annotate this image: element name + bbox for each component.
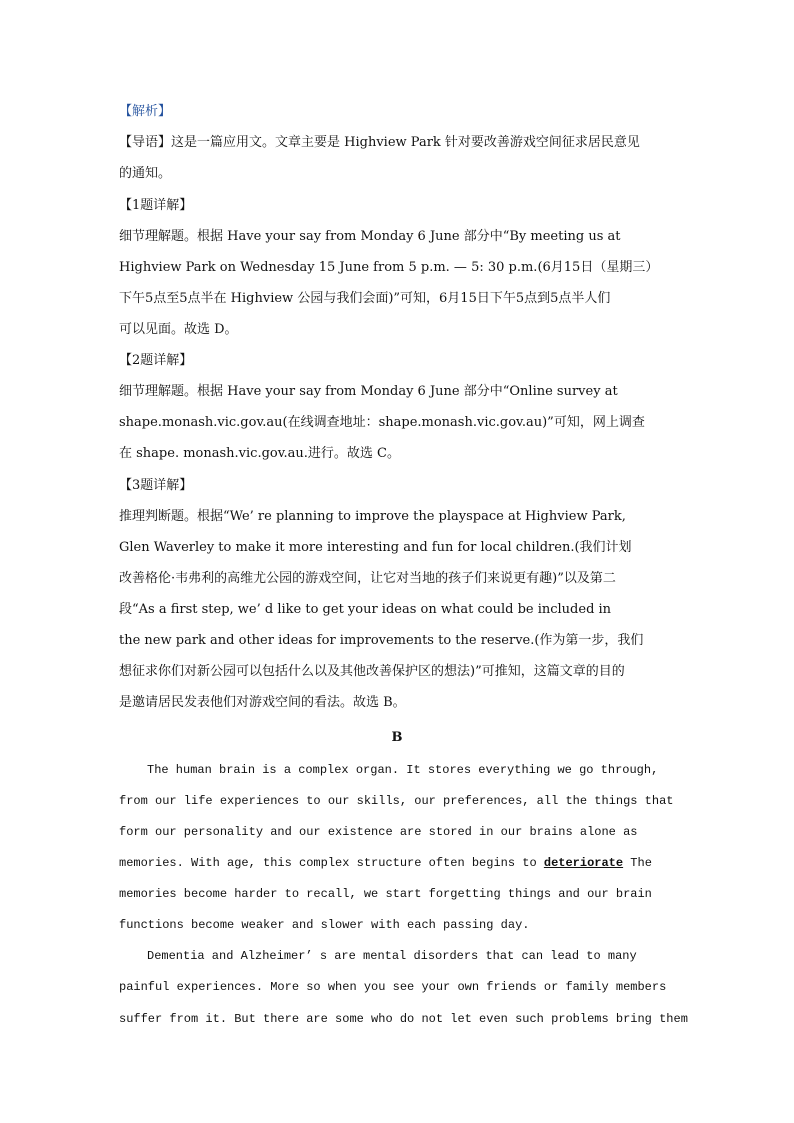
passage-p2-line-1: Dementia and Alzheimer’ s are mental disorders that can lead to many bbox=[147, 949, 637, 963]
q3-line-2: Glen Waverley to make it more interesting and fun for local children.(我们计划 bbox=[119, 540, 632, 555]
passage-p1-line-4 bbox=[119, 853, 652, 873]
q1-heading: 【1题详解】 bbox=[119, 198, 193, 213]
passage-p1-line-2: from our life experiences to our skills, our preferences, all the things that bbox=[119, 794, 674, 808]
analysis-heading: 【解析】 bbox=[119, 104, 172, 119]
q2-line-2: shape.monash.vic.gov.au(在线调查地址：shape.monash.vic.gov.au)”可知，网上调查 bbox=[119, 415, 645, 430]
intro-line-2: 的通知。 bbox=[119, 166, 172, 181]
section-b-title: B bbox=[391, 730, 403, 745]
q3-line-1: 推理判断题。根据“We’ re planning to improve the playspace at Highview Park, bbox=[119, 509, 626, 524]
q3-line-3: 改善格伦·韦弗利的高维尤公园的游戏空间，让它对当地的孩子们来说更有趣)”以及第二 bbox=[119, 571, 616, 586]
underlined-word-deteriorate: deteriorate bbox=[543, 856, 624, 870]
passage-p1-line-6: functions become weaker and slower with each passing day. bbox=[119, 918, 530, 932]
q2-heading: 【2题详解】 bbox=[119, 353, 193, 368]
q3-line-6: 想征求你们对新公园可以包括什么以及其他改善保护区的想法)”可推知，这篇文章的目的 bbox=[119, 664, 625, 679]
q1-line-4: 可以见面。故选 D。 bbox=[119, 322, 238, 337]
q3-line-4: 段“As a first step, we’ d like to get your ideas on what could be included in bbox=[119, 602, 612, 617]
q2-line-3: 在 shape. monash.vic.gov.au.进行。故选 C。 bbox=[119, 446, 400, 461]
passage-p1-line-4-after: The bbox=[623, 856, 652, 870]
q1-line-2: Highview Park on Wednesday 15 June from 5 p.m. — 5: 30 p.m.(6月15日（星期三） bbox=[119, 260, 659, 275]
q2-line-1: 细节理解题。根据 Have your say from Monday 6 June 部分中“Online survey at bbox=[119, 384, 618, 399]
q3-line-7: 是邀请居民发表他们对游戏空间的看法。故选 B。 bbox=[119, 695, 406, 710]
passage-p2-line-3: suffer from it. But there are some who do not let even such problems bring them bbox=[119, 1012, 688, 1026]
q1-line-3: 下午5点至5点半在 Highview 公园与我们会面)”可知，6月15日下午5点到5点半人们 bbox=[119, 291, 611, 306]
passage-p1-line-1: The human brain is a complex organ. It stores everything we go through, bbox=[147, 763, 659, 777]
q3-heading: 【3题详解】 bbox=[119, 478, 193, 493]
q3-line-5: the new park and other ideas for improvements to the reserve.(作为第一步，我们 bbox=[119, 633, 644, 648]
passage-p2-line-2: painful experiences. More so when you see your own friends or family members bbox=[119, 980, 667, 994]
passage-p1-line-4-before: memories. With age, this complex structure often begins to bbox=[119, 856, 544, 870]
passage-p1-line-3: form our personality and our existence are stored in our brains alone as bbox=[119, 825, 638, 839]
passage-p1-line-5: memories become harder to recall, we start forgetting things and our brain bbox=[119, 887, 652, 901]
intro-line-1: 【导语】这是一篇应用文。文章主要是 Highview Park 针对要改善游戏空间征求居民意见 bbox=[119, 135, 640, 150]
q1-line-1: 细节理解题。根据 Have your say from Monday 6 June 部分中“By meeting us at bbox=[119, 229, 621, 244]
